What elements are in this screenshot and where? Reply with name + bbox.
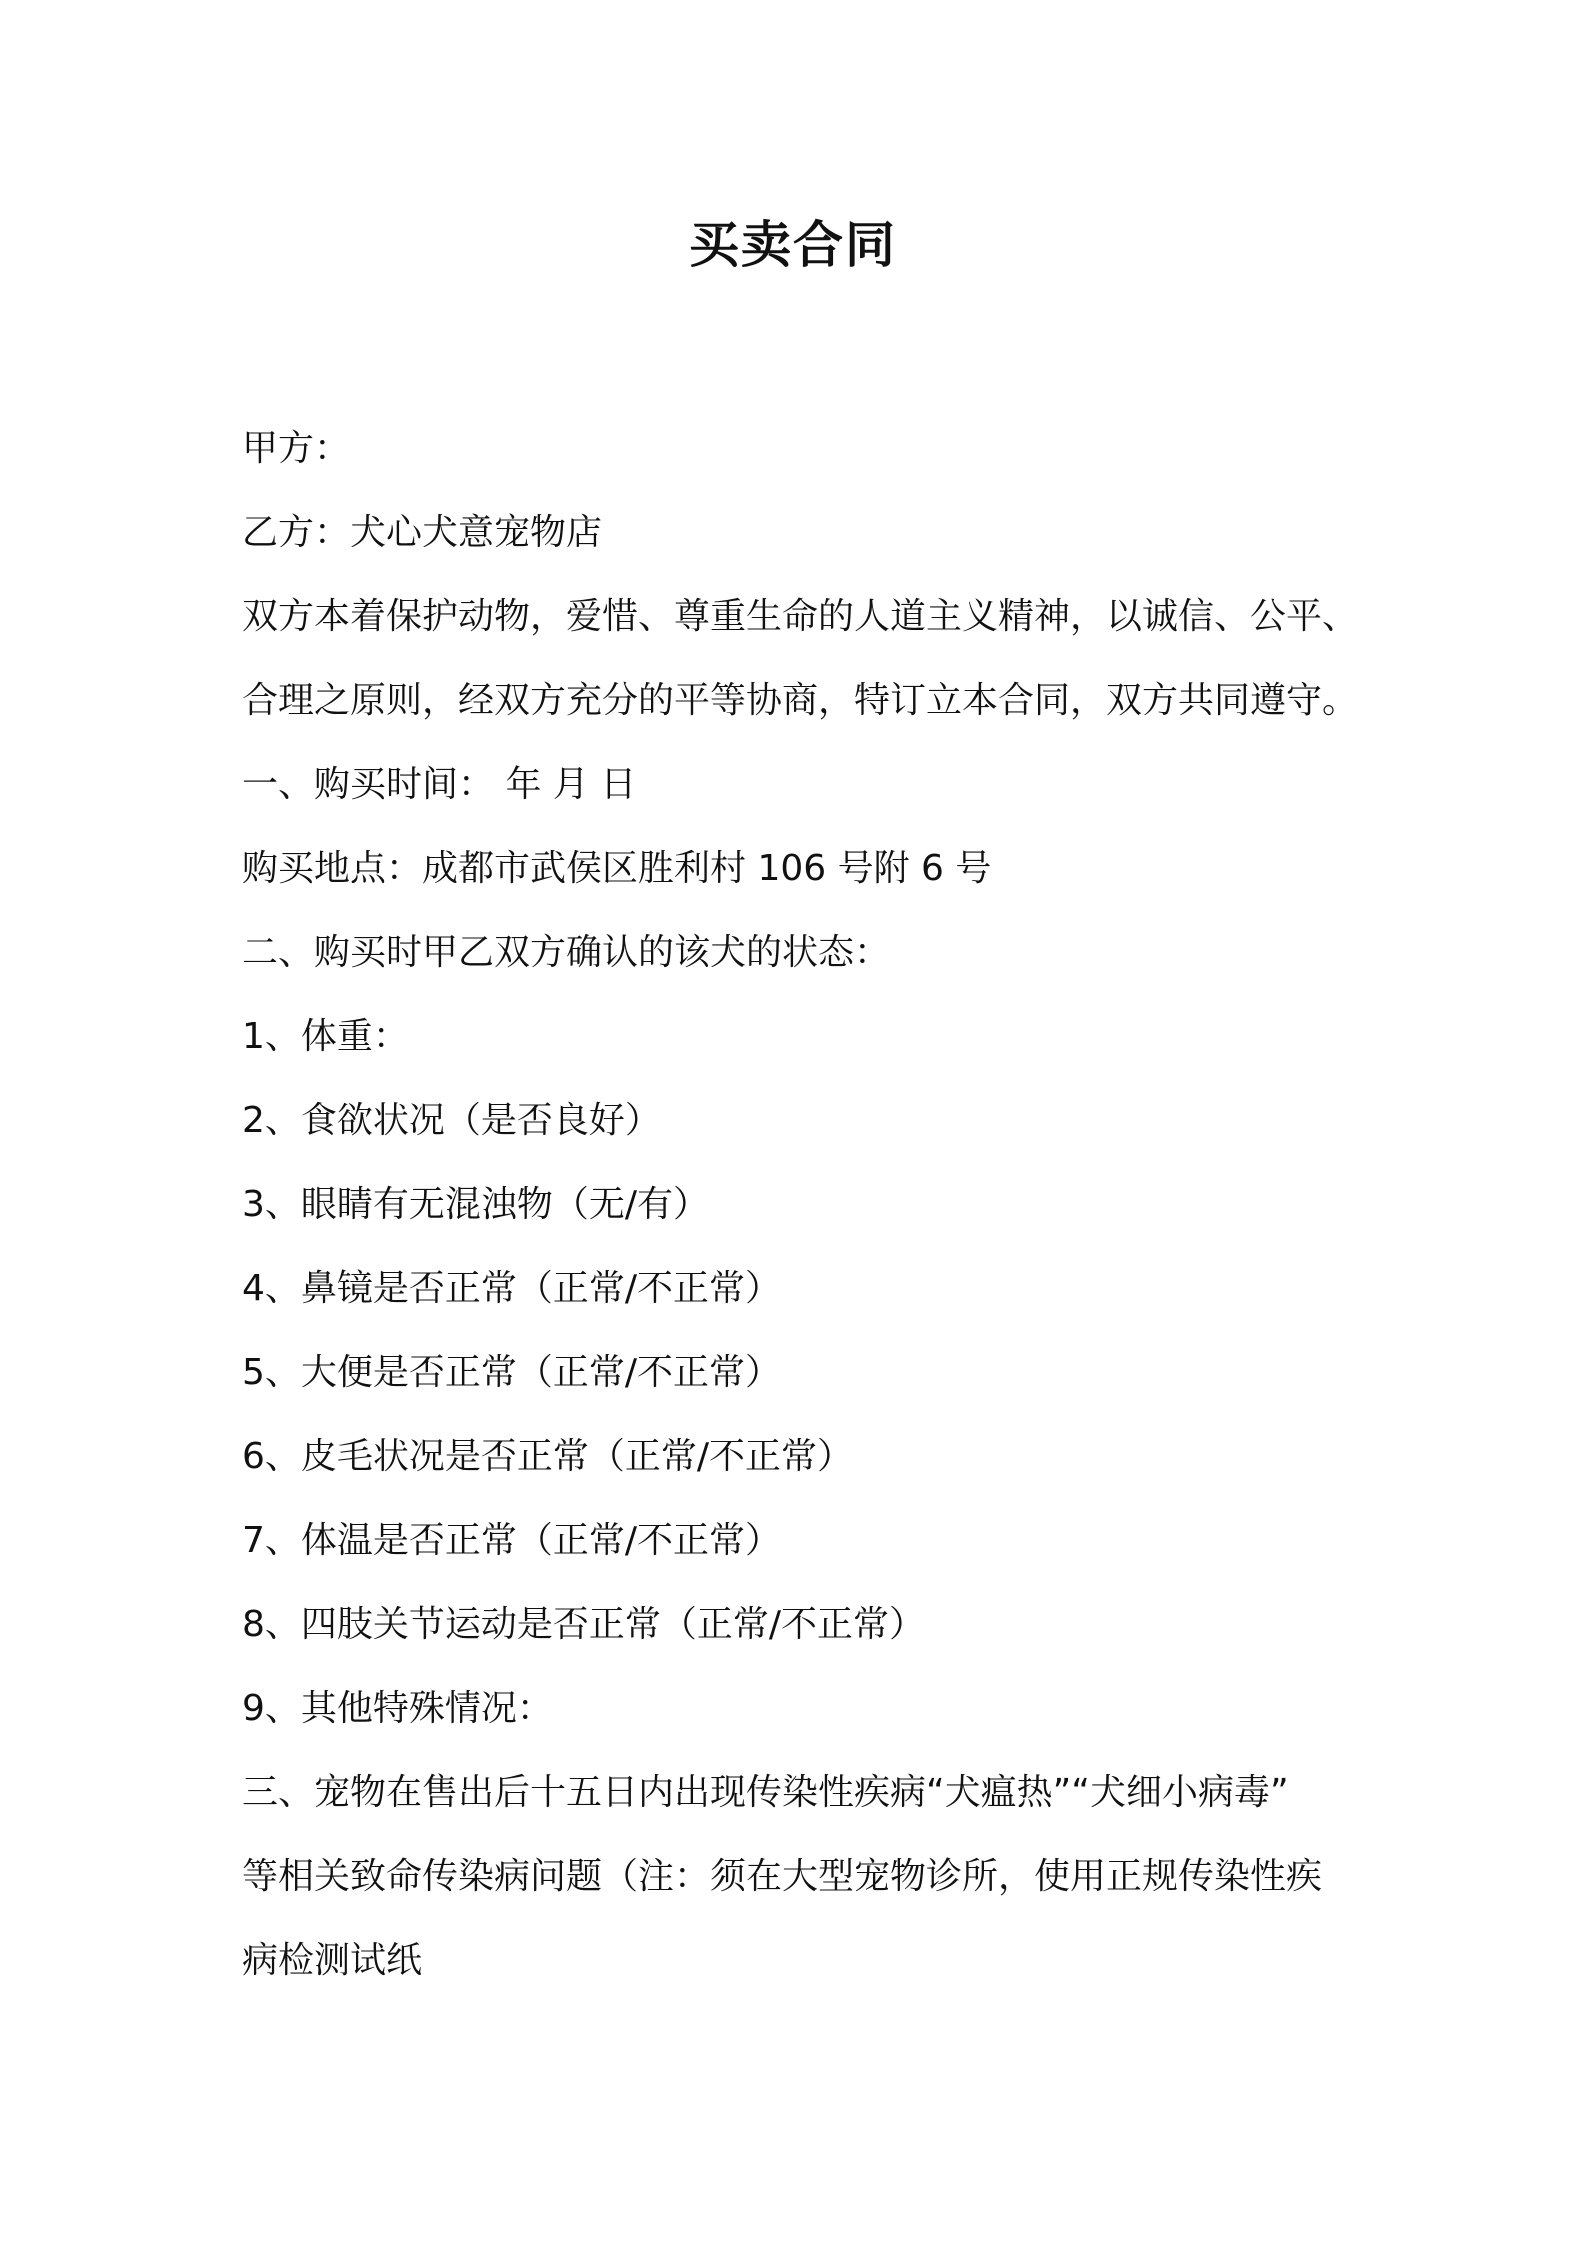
status-item-nose: 4、鼻镜是否正常（正常/不正常） — [242, 1268, 782, 1309]
status-item-other: 9、其他特殊情况： — [242, 1688, 553, 1729]
section-two-heading: 二、购买时甲乙双方确认的该犬的状态： — [242, 932, 891, 973]
preamble-line-1: 双方本着保护动物，爱惜、尊重生命的人道主义精神，以诚信、公平、 — [242, 596, 1359, 637]
status-item-eyes: 3、眼睛有无混浊物（无/有） — [242, 1184, 710, 1225]
section-three-line-3: 病检测试纸 — [242, 1940, 423, 1981]
section-three-line-1: 三、宠物在售出后十五日内出现传染性疾病“犬瘟热”“犬细小病毒” — [242, 1772, 1289, 1813]
purchase-location-line: 购买地点：成都市武侯区胜利村 106 号附 6 号 — [242, 848, 992, 889]
document-title: 买卖合同 — [689, 216, 897, 274]
purchase-time-line: 一、购买时间： 年 月 日 — [242, 764, 637, 805]
status-item-joints: 8、四肢关节运动是否正常（正常/不正常） — [242, 1604, 926, 1645]
section-three-line-2: 等相关致命传染病问题（注：须在大型宠物诊所，使用正规传染性疾 — [242, 1856, 1323, 1897]
party-a-line: 甲方： — [242, 428, 351, 469]
status-item-coat: 6、皮毛状况是否正常（正常/不正常） — [242, 1436, 854, 1477]
document-body — [242, 407, 1372, 2003]
party-b-line: 乙方：犬心犬意宠物店 — [242, 512, 603, 553]
status-item-appetite: 2、食欲状况（是否良好） — [242, 1100, 661, 1141]
status-item-stool: 5、大便是否正常（正常/不正常） — [242, 1352, 782, 1393]
status-item-weight: 1、体重： — [242, 1016, 409, 1057]
preamble-line-2: 合理之原则，经双方充分的平等协商，特订立本合同，双方共同遵守。 — [242, 680, 1359, 721]
status-item-temperature: 7、体温是否正常（正常/不正常） — [242, 1520, 782, 1561]
